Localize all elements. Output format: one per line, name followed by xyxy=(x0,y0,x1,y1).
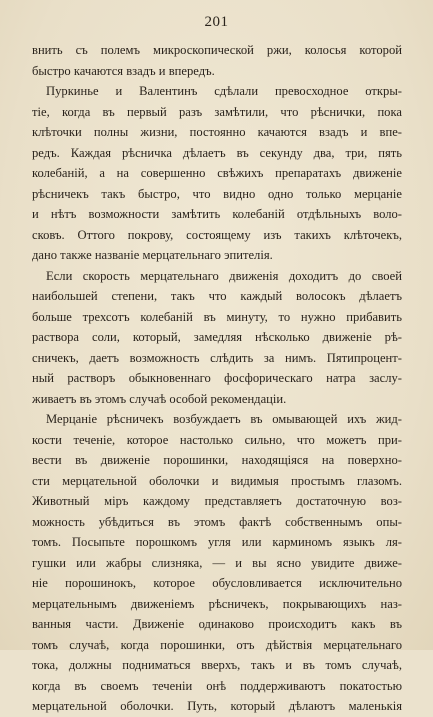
page-number: 201 xyxy=(204,14,229,30)
text-line: вести въ движеніе порошинки, находящіяся на поверхно- xyxy=(32,453,402,467)
text-line: кости теченіе, которое настолько сильно, что можетъ при- xyxy=(32,432,402,447)
text-line: ванныя части. Движеніе одинаково происходитъ какъ въ xyxy=(32,617,402,631)
text-line: ніе порошинокъ, которое обусловливается исключительно xyxy=(32,576,402,590)
text-line: тока, должны подниматься вверхъ, такъ и въ томъ случаѣ, xyxy=(32,658,402,672)
text-line: сти мерцательной оболочки и видимыя простымъ глазомъ. xyxy=(32,473,402,488)
text-line: мерцательной оболочки. Путь, который дѣлаютъ маленькія xyxy=(32,699,402,713)
text-line: томъ случаѣ, когда порошинки, отъ дѣйствія мерцательнаго xyxy=(32,637,402,652)
text-line: и нѣтъ возможности замѣтить колебаній отдѣльныхъ воло- xyxy=(32,207,402,221)
text-line: быстро качаются взадъ и впередъ. xyxy=(32,63,215,78)
text-line: живаетъ въ этомъ случаѣ особой рекомендаціи. xyxy=(32,391,287,406)
text-line: мерцательнымъ движеніемъ рѣсничекъ, покрывающихъ наз- xyxy=(32,596,402,611)
text-line: можность убѣдиться въ этомъ фактѣ собственнымъ опы- xyxy=(32,514,402,529)
text-line: сничекъ, даетъ возможность слѣдить за нимъ. Пятипроцент- xyxy=(32,350,402,365)
text-line: тіе, когда въ первый разъ замѣтили, что рѣснички, пока xyxy=(32,104,402,119)
text-line: гушки или жабры слизняка, — и вы ясно увидите движе- xyxy=(32,555,402,570)
text-line: клѣточки полны жизни, постоянно качаются взадъ и впе- xyxy=(32,125,402,139)
text-line: сковъ. Оттого покрову, состоящему изъ такихъ клѣточекъ, xyxy=(32,227,402,242)
text-line: Если скорость мерцательнаго движенія доходитъ до своей xyxy=(46,268,402,283)
text-line: когда въ своемъ теченіи онѣ поддерживаютъ покатостью xyxy=(32,678,402,693)
body-text xyxy=(32,40,402,717)
text-line: Пуркинье и Валентинъ сдѣлали превосходное откры- xyxy=(46,84,402,98)
text-line: Мерцаніе рѣсничекъ возбуждаетъ въ омывающей ихъ жид- xyxy=(46,412,402,426)
text-line: колебаній, а на совершенно свѣжихъ препаратахъ движеніе xyxy=(32,166,402,180)
text-line: ный растворъ обыкновеннаго фосфорическаго натра заслу- xyxy=(32,371,402,385)
text-line: томъ. Посыпьте порошкомъ угля или карминомъ языкъ ля- xyxy=(32,535,402,549)
text-line: раствора соли, который, замедляя нѣсколько движеніе рѣ- xyxy=(32,330,402,344)
text-line: больше трехсотъ колебаній въ минуту, то нужно прибавить xyxy=(32,309,402,324)
text-line: внить съ полемъ микроскопической ржи, колосья которой xyxy=(32,43,402,57)
text-line: Животный міръ каждому представляетъ достаточную воз- xyxy=(32,494,402,508)
text-line: редъ. Каждая рѣсничка дѣлаетъ въ секунду два, три, пять xyxy=(32,145,402,160)
text-line: наибольшей степени, такъ что каждый волосокъ дѣлаетъ xyxy=(32,289,402,303)
text-line: дано также названіе мерцательнаго эпителія. xyxy=(32,248,273,262)
text-line: рѣсничекъ такъ быстро, что видно одно только мерцаніе xyxy=(32,186,402,201)
